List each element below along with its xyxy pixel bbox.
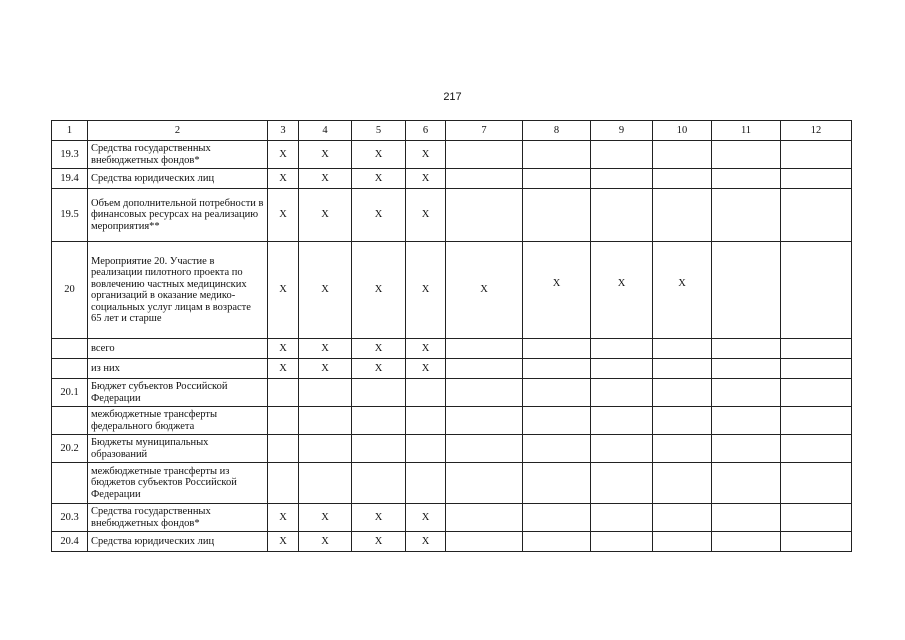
value-cell (591, 169, 653, 189)
value-cell (446, 435, 523, 463)
value-cell: X (299, 169, 352, 189)
value-cell: X (268, 532, 299, 552)
row-description: межбюджетные трансферты федерального бюджета (88, 407, 268, 435)
value-cell (591, 141, 653, 169)
header-cell: 8 (523, 121, 591, 141)
header-cell: 10 (653, 121, 712, 141)
table-row (52, 435, 852, 463)
row-description: Бюджеты муниципальных образований (88, 435, 268, 463)
value-cell (268, 379, 299, 407)
table-row (52, 532, 852, 552)
value-cell (523, 141, 591, 169)
value-cell: X (268, 242, 299, 339)
value-mark: X (678, 278, 686, 290)
header-cell: 11 (712, 121, 781, 141)
value-cell (781, 407, 852, 435)
value-cell (406, 435, 446, 463)
value-cell (523, 359, 591, 379)
value-cell (591, 407, 653, 435)
value-cell (446, 169, 523, 189)
row-description: Средства юридических лиц (88, 532, 268, 552)
value-cell: X (352, 189, 406, 242)
value-cell (781, 242, 852, 339)
row-number: 19.3 (52, 141, 88, 169)
table-row (52, 504, 852, 532)
value-cell (653, 435, 712, 463)
value-cell (523, 242, 591, 339)
value-cell (781, 532, 852, 552)
value-cell (446, 463, 523, 504)
value-cell: X (268, 169, 299, 189)
table-row (52, 189, 852, 242)
value-cell (653, 532, 712, 552)
value-cell: X (299, 504, 352, 532)
value-cell (712, 379, 781, 407)
value-cell: X (406, 532, 446, 552)
row-description: Средства государственных внебюджетных фондов* (88, 504, 268, 532)
value-cell (446, 379, 523, 407)
value-cell (446, 189, 523, 242)
value-cell (653, 504, 712, 532)
row-number: 19.5 (52, 189, 88, 242)
row-description: из них (88, 359, 268, 379)
value-cell (712, 532, 781, 552)
value-cell (712, 435, 781, 463)
value-cell (712, 463, 781, 504)
value-cell (653, 339, 712, 359)
header-cell: 9 (591, 121, 653, 141)
row-number: 19.4 (52, 169, 88, 189)
value-cell: X (352, 532, 406, 552)
header-cell: 2 (88, 121, 268, 141)
value-cell: X (406, 189, 446, 242)
value-cell (712, 504, 781, 532)
value-cell (352, 463, 406, 504)
value-cell: X (406, 141, 446, 169)
value-cell (523, 189, 591, 242)
value-cell (523, 463, 591, 504)
value-cell: X (268, 141, 299, 169)
value-cell (523, 435, 591, 463)
value-cell (406, 379, 446, 407)
value-cell (446, 504, 523, 532)
value-cell (591, 435, 653, 463)
row-number (52, 463, 88, 504)
row-number: 20.4 (52, 532, 88, 552)
header-cell: 4 (299, 121, 352, 141)
row-number: 20 (52, 242, 88, 339)
value-cell: X (268, 359, 299, 379)
value-cell (712, 141, 781, 169)
value-cell: X (352, 339, 406, 359)
value-cell (523, 407, 591, 435)
header-cell: 3 (268, 121, 299, 141)
value-cell (591, 504, 653, 532)
value-cell: X (299, 339, 352, 359)
value-cell (523, 379, 591, 407)
value-cell: X (299, 242, 352, 339)
value-cell (591, 379, 653, 407)
value-cell (653, 407, 712, 435)
value-cell: X (406, 339, 446, 359)
value-cell (268, 407, 299, 435)
value-cell (653, 141, 712, 169)
row-description: Мероприятие 20. Участие в реализации пилотного проекта по вовлечению частных медицинских организаций в оказание медико-социальных услуг лицам в возрасте 65 лет и старше (88, 242, 268, 339)
value-cell (446, 339, 523, 359)
value-cell (268, 435, 299, 463)
value-cell (591, 242, 653, 339)
value-cell (352, 435, 406, 463)
value-cell (591, 359, 653, 379)
value-cell (781, 463, 852, 504)
header-cell: 5 (352, 121, 406, 141)
value-cell: X (352, 359, 406, 379)
row-description: Объем дополнительной потребности в финансовых ресурсах на реализацию мероприятия** (88, 189, 268, 242)
value-cell (591, 532, 653, 552)
value-cell (781, 169, 852, 189)
value-cell (523, 504, 591, 532)
value-cell: X (406, 359, 446, 379)
value-cell (352, 379, 406, 407)
value-cell (299, 463, 352, 504)
value-cell (653, 242, 712, 339)
value-cell (523, 339, 591, 359)
value-cell (712, 407, 781, 435)
value-cell (446, 532, 523, 552)
table-row (52, 379, 852, 407)
table-row (52, 463, 852, 504)
value-mark: X (552, 278, 561, 290)
value-cell: X (268, 504, 299, 532)
value-cell (653, 189, 712, 242)
value-cell (781, 189, 852, 242)
table-header-row (52, 121, 852, 141)
value-cell: X (299, 141, 352, 169)
value-cell (781, 359, 852, 379)
row-description: Средства юридических лиц (88, 169, 268, 189)
row-number: 20.3 (52, 504, 88, 532)
table-row (52, 141, 852, 169)
value-cell: X (406, 169, 446, 189)
value-cell: X (352, 504, 406, 532)
value-cell (653, 379, 712, 407)
value-cell (268, 463, 299, 504)
value-cell (591, 339, 653, 359)
value-cell: X (268, 339, 299, 359)
value-cell (406, 463, 446, 504)
header-cell: 6 (406, 121, 446, 141)
row-number: 20.1 (52, 379, 88, 407)
table-row (52, 339, 852, 359)
value-cell (299, 379, 352, 407)
table-row (52, 242, 852, 339)
header-cell: 1 (52, 121, 88, 141)
value-cell (712, 169, 781, 189)
row-description: всего (88, 339, 268, 359)
value-mark: X (617, 278, 626, 290)
value-cell (352, 407, 406, 435)
value-cell (653, 463, 712, 504)
page-number: 217 (443, 91, 462, 103)
value-cell (781, 504, 852, 532)
value-cell (653, 359, 712, 379)
value-cell: X (299, 189, 352, 242)
value-cell (446, 359, 523, 379)
value-cell: X (352, 242, 406, 339)
value-cell: X (352, 141, 406, 169)
row-number (52, 407, 88, 435)
value-cell (712, 339, 781, 359)
value-cell (653, 169, 712, 189)
value-cell: X (446, 242, 523, 339)
value-cell (299, 407, 352, 435)
value-cell (523, 532, 591, 552)
table-row (52, 407, 852, 435)
value-cell (712, 242, 781, 339)
value-cell: X (406, 504, 446, 532)
row-description: Бюджет субъектов Российской Федерации (88, 379, 268, 407)
value-cell (781, 339, 852, 359)
value-cell: X (299, 532, 352, 552)
value-cell (781, 379, 852, 407)
value-cell (446, 141, 523, 169)
row-number (52, 339, 88, 359)
value-cell: X (352, 169, 406, 189)
value-cell: X (268, 189, 299, 242)
value-cell (523, 169, 591, 189)
header-cell: 12 (781, 121, 852, 141)
table-row (52, 169, 852, 189)
value-cell (781, 141, 852, 169)
value-cell (299, 435, 352, 463)
row-description: межбюджетные трансферты из бюджетов субъектов Российской Федерации (88, 463, 268, 504)
value-cell: X (406, 242, 446, 339)
value-cell (446, 407, 523, 435)
value-cell: X (299, 359, 352, 379)
row-number: 20.2 (52, 435, 88, 463)
value-cell (406, 407, 446, 435)
table-row (52, 359, 852, 379)
value-cell (712, 189, 781, 242)
row-number (52, 359, 88, 379)
budget-table (51, 120, 852, 552)
header-cell: 7 (446, 121, 523, 141)
value-cell (591, 189, 653, 242)
value-cell (591, 463, 653, 504)
value-cell (781, 435, 852, 463)
value-cell (712, 359, 781, 379)
row-description: Средства государственных внебюджетных фондов* (88, 141, 268, 169)
